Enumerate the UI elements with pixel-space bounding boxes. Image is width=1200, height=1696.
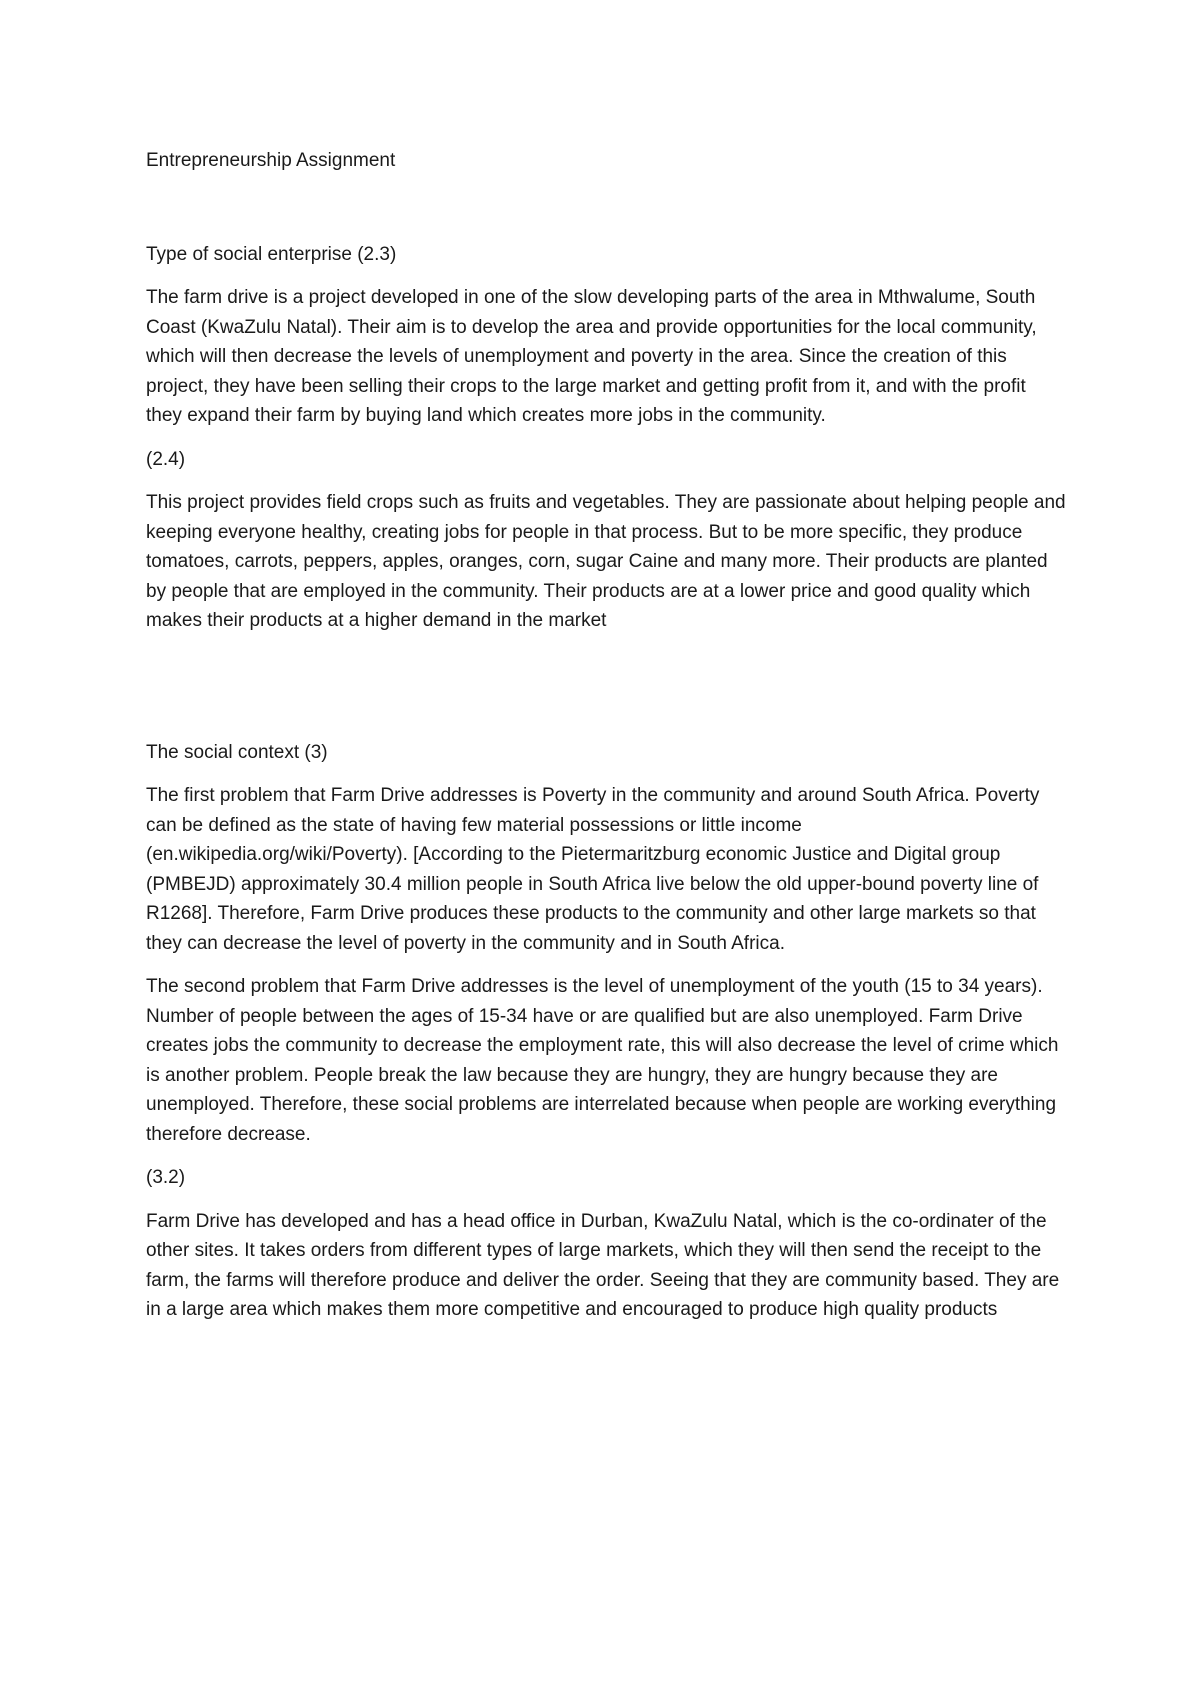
paragraph-head-office: Farm Drive has developed and has a head office in Durban, KwaZulu Natal, which is the co-ordinater of the other sites. It takes orders from different types of large markets, which they will then send the receipt to the farm, the farms will therefore produce and deliver the order. Seeing that they are community based. They are in a large area which makes them more competitive and encouraged to produce high quality products [146,1210,1060,1320]
paragraph-products: This project provides field crops such as fruits and vegetables. They are passionate about helping people and keeping everyone healthy, creating jobs for people in that process. But to be more specific, they produce tomatoes, carrots, peppers, apples, oranges, corn, sugar Caine and many more. Their products are planted by people that are employed in the community. Their products are at a lower price and good quality which makes their products at a higher demand in the market [146,492,1066,631]
document-body [146,146,1066,1339]
section-spacer [146,650,1066,738]
document-title: Entrepreneurship Assignment [146,150,396,171]
section-heading-social-context: The social context (3) [146,741,328,763]
section-heading-type-of-social-enterprise: Type of social enterprise (2.3) [146,243,397,265]
question-label-2-4: (2.4) [146,448,186,470]
paragraph-poverty: The first problem that Farm Drive addresses is Poverty in the community and around South Africa. Poverty can be defined as the state of having few material possessions or little income (en.wikipedia.org/wiki/Poverty). [According to the Pietermaritzburg economic Justice and Digital group (PMBEJD) approximately 30.4 million people in South Africa live below the old upper-bound poverty line of R1268]. Therefore, Farm Drive produces these products to the community and other large markets so that they can decrease the level of poverty in the community and in South Africa. [146,785,1040,954]
paragraph-farm-drive-overview: The farm drive is a project developed in one of the slow developing parts of the area in Mthwalume, South Coast (KwaZulu Natal). Their aim is to develop the area and provide opportunities for the local community, which will then decrease the levels of unemployment and poverty in the area. Since the creation of this project, they have been selling their crops to the large market and getting profit from it, and with the profit they expand their farm by buying land which creates more jobs in the community. [146,287,1037,426]
question-label-3-2: (3.2) [146,1167,186,1188]
paragraph-unemployment: The second problem that Farm Drive addresses is the level of unemployment of the youth (15 to 34 years). Number of people between the ages of 15-34 have or are qualified but are also unemployed. Farm Drive creates jobs the community to decrease the employment rate, this will also decrease the level of crime which is another problem. People break the law because they are hungry, they are hungry because they are unemployed. Therefore, these social problems are interrelated because when people are working everything therefore decrease. [146,976,1059,1145]
